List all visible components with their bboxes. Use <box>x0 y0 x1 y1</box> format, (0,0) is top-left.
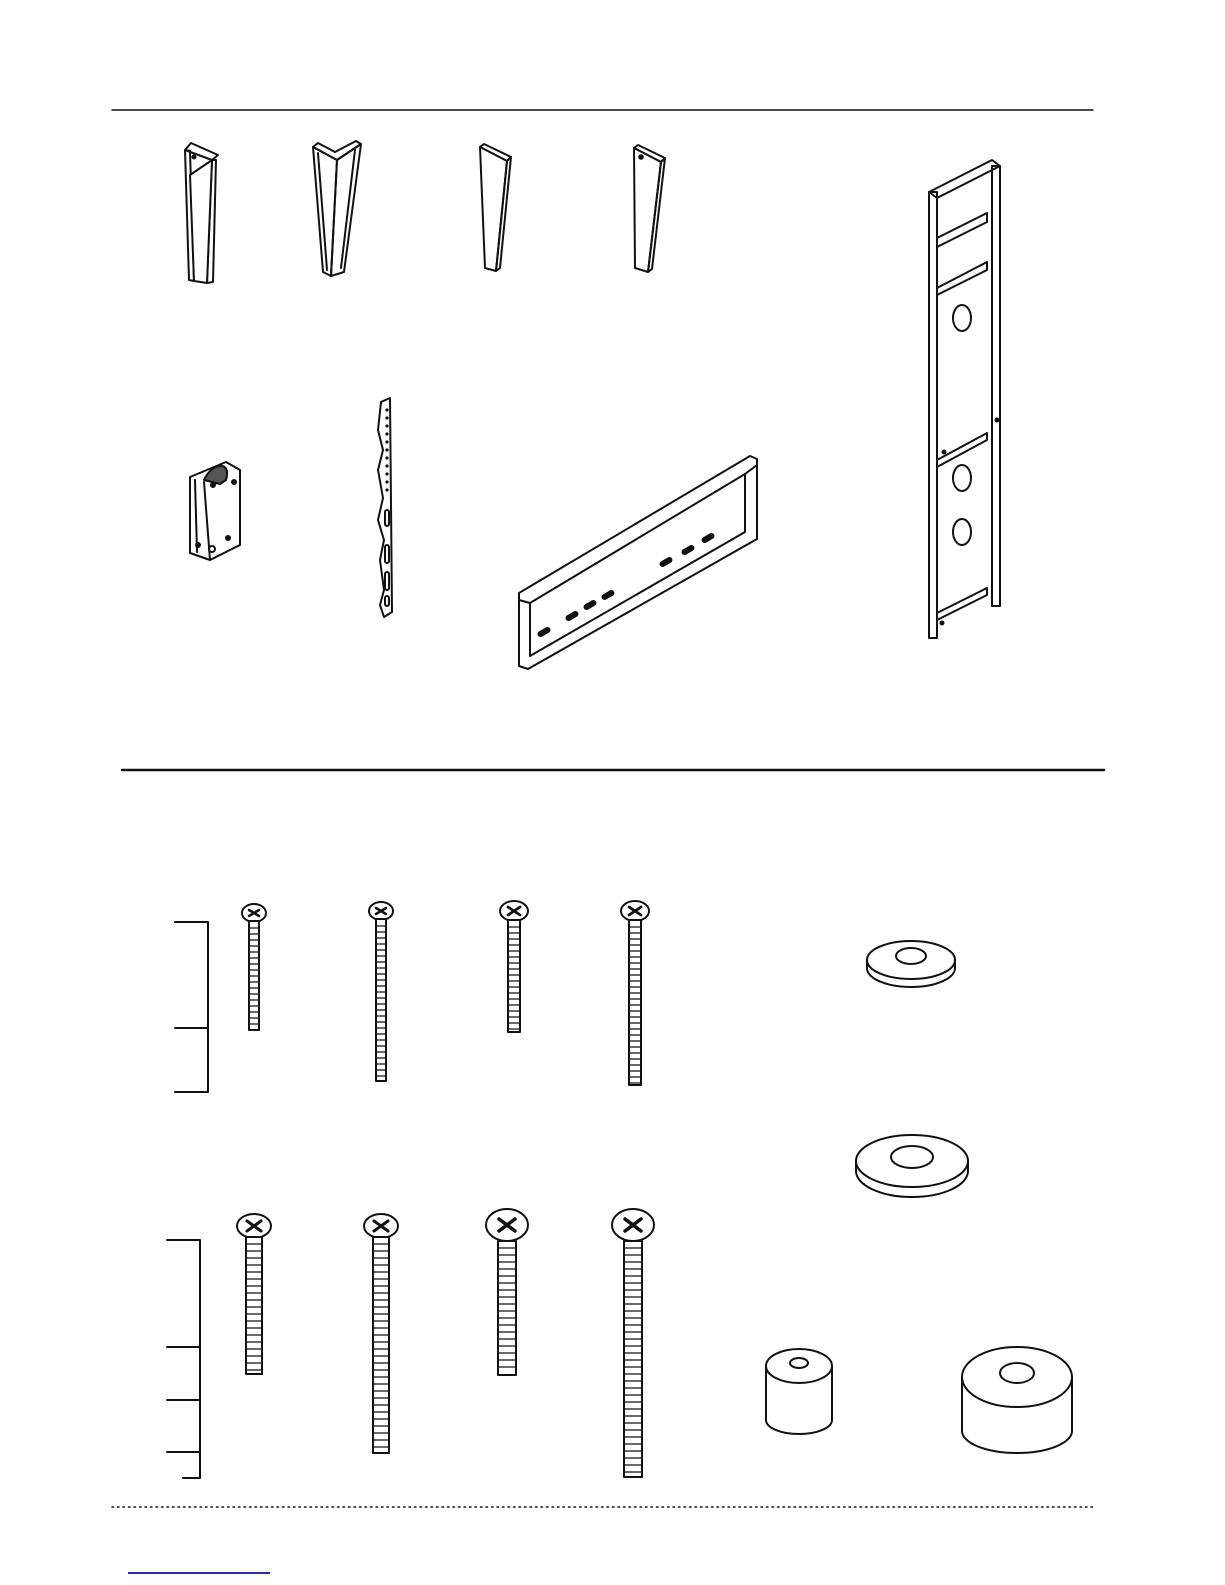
ladder-frame-icon <box>929 160 1000 638</box>
angle-bracket-wide-icon <box>313 141 361 276</box>
flat-strap-with-hole-icon <box>634 145 665 272</box>
footer-link-underline[interactable] <box>128 1572 270 1574</box>
spacer-large-icon <box>962 1347 1072 1453</box>
clamp-bracket-icon <box>190 462 240 560</box>
screw-small-long-icon <box>369 902 393 1081</box>
length-scale-upper <box>175 922 208 1092</box>
angle-bracket-short-icon <box>185 143 218 283</box>
screw-large-short-icon <box>237 1214 271 1374</box>
screw-xlarge-long-icon <box>612 1209 654 1477</box>
screw-medium-short-icon <box>500 901 528 1032</box>
screw-medium-long-icon <box>621 901 649 1085</box>
screw-small-short-icon <box>242 904 266 1030</box>
perforated-rail-icon <box>378 398 392 617</box>
length-scale-lower <box>167 1240 200 1478</box>
wall-plate-icon <box>519 456 757 669</box>
screw-xlarge-short-icon <box>486 1209 528 1375</box>
washer-small-icon <box>867 941 955 987</box>
washer-large-icon <box>856 1135 968 1197</box>
flat-strap-icon <box>480 144 511 271</box>
screw-large-long-icon <box>364 1214 398 1453</box>
spacer-small-icon <box>766 1349 832 1434</box>
